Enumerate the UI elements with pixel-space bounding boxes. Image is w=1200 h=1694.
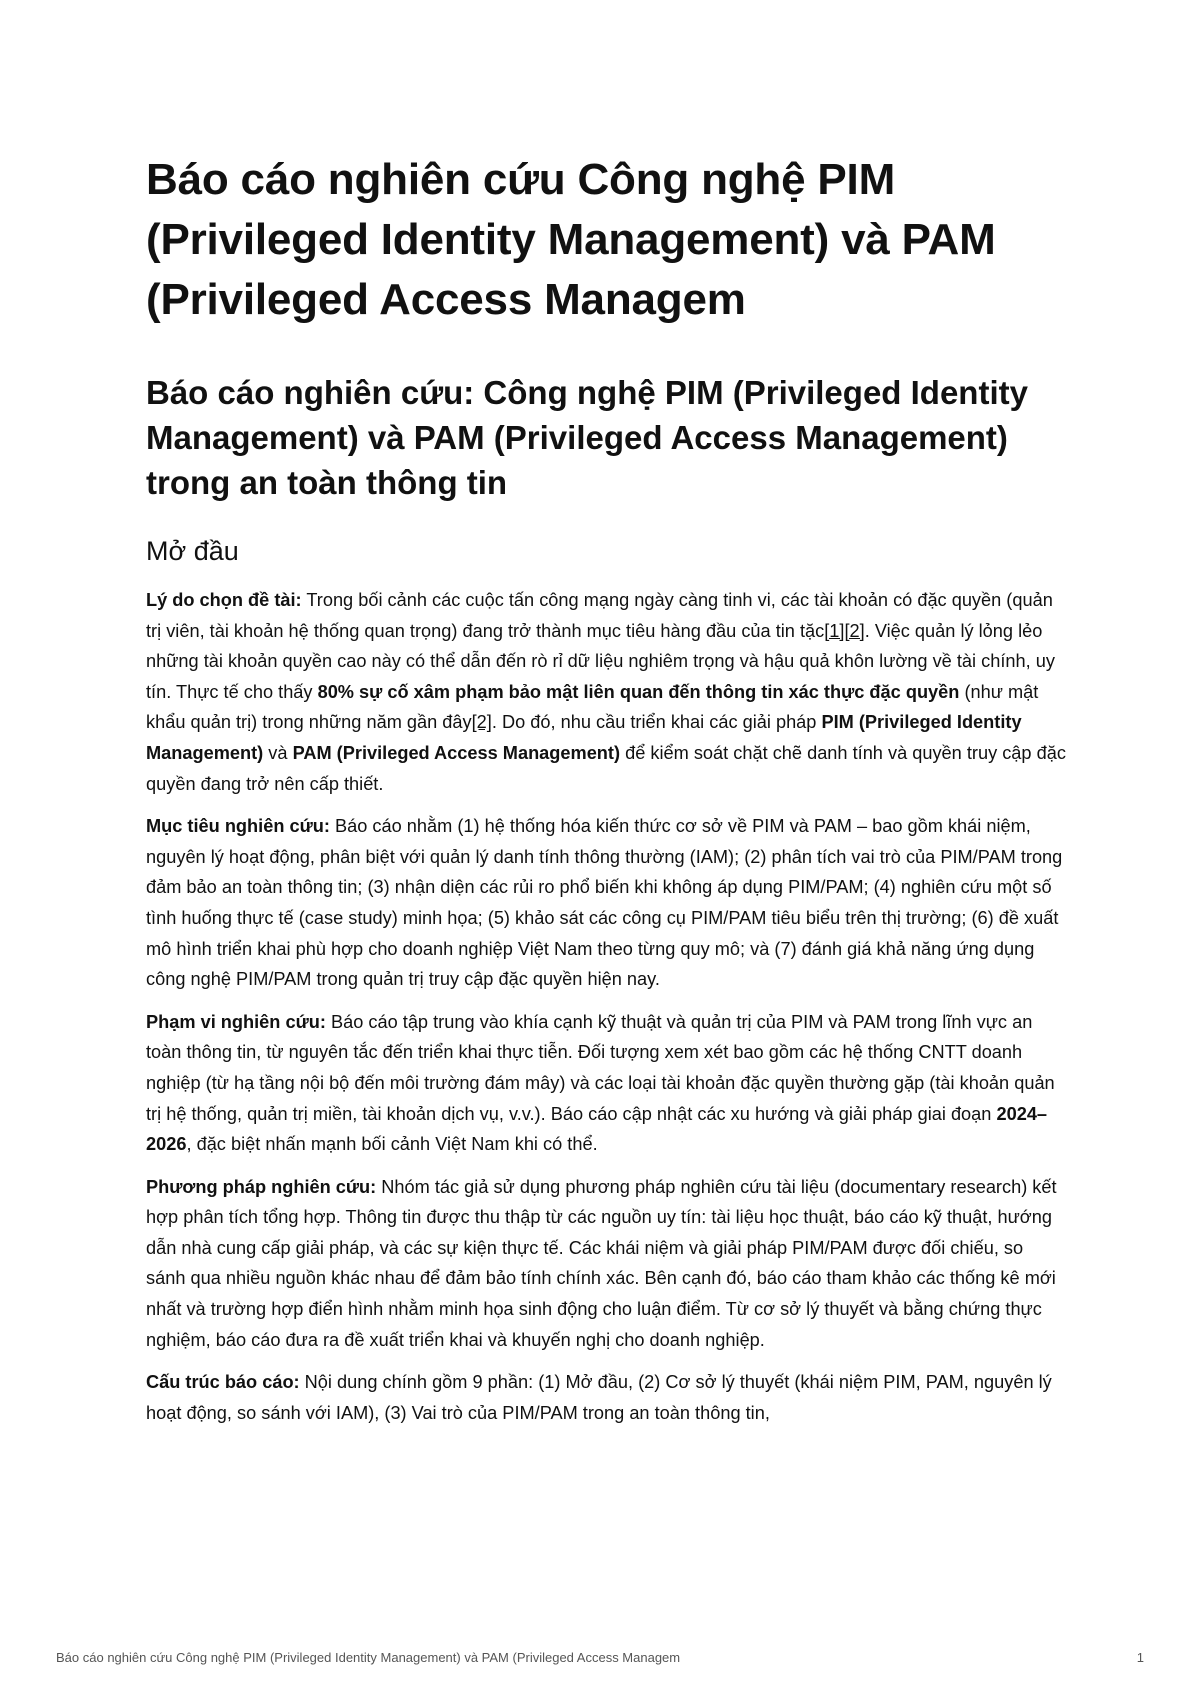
paragraph-label: Lý do chọn đề tài: [146,590,302,610]
paragraph-label: Mục tiêu nghiên cứu: [146,816,330,837]
paragraph-label: Phương pháp nghiên cứu: [146,1176,377,1197]
citation-link[interactable]: [2] [471,712,492,733]
section-heading: Mở đầu [146,536,239,566]
paragraph-label: Phạm vi nghiên cứu: [146,1011,326,1032]
page-number: 1 [1136,1650,1144,1665]
paragraph-methodology: Phương pháp nghiên cứu: Nhóm tác giả sử dụng phương pháp nghiên cứu tài liệu (documentary research) kết hợp phân tích tổng hợp. Thông tin được thu thập từ các nguồn uy tín: tài liệu học thuật, báo cáo kỹ thuật, hướng dẫn nhà cung cấp giải pháp, và các sự kiện thực tế. Các khái niệm và giải pháp PIM/PAM được đối chiếu, so sánh qua nhiều nguồn khác nhau để đảm bảo tính chính xác. Bên cạnh đó, báo cáo tham khảo các thống kê mới nhất và trường hợp điển hình nhằm minh họa sinh động cho luận điểm. Từ cơ sở lý thuyết và bằng chứng thực nghiệm, báo cáo đưa ra đề xuất triển khai và khuyến nghị cho doanh nghiệp. [146,1176,1057,1350]
footer-title: Báo cáo nghiên cứu Công nghệ PIM (Privileged Identity Management) và PAM (Privileged Access Managem [56,1650,681,1665]
paragraph-structure: Cấu trúc báo cáo: Nội dung chính gồm 9 phần: (1) Mở đầu, (2) Cơ sở lý thuyết (khái niệm PIM, PAM, nguyên lý hoạt động, so sánh với IAM), (3) Vai trò của PIM/PAM trong an toàn thông tin, [146,1372,1052,1423]
citation-link[interactable]: [1] [824,620,845,641]
paragraph-objectives: Mục tiêu nghiên cứu: Báo cáo nhằm (1) hệ thống hóa kiến thức cơ sở về PIM và PAM – bao gồm khái niệm, nguyên lý hoạt động, phân biệt với quản lý danh tính thông thường (IAM); (2) phân tích vai trò của PIM/PAM trong đảm bảo an toàn thông tin; (3) nhận diện các rủi ro phổ biến khi không áp dụng PIM/PAM; (4) nghiên cứu một số tình huống thực tế (case study) minh họa; (5) khảo sát các công cụ PIM/PAM tiêu biểu trên thị trường; (6) đề xuất mô hình triển khai phù hợp cho doanh nghiệp Việt Nam theo từng quy mô; và (7) đánh giá khả năng ứng dụng công nghệ PIM/PAM trong quản trị truy cập đặc quyền hiện nay. [146,816,1063,990]
citation-link[interactable]: [2] [844,620,865,641]
paragraph-reason: Lý do chọn đề tài: Trong bối cảnh các cuộc tấn công mạng ngày càng tinh vi, các tài khoản có đặc quyền (quản trị viên, tài khoản hệ thống quan trọng) đang trở thành mục tiêu hàng đầu của tin tặc[1][2]. Việc quản lý lỏng lẻo những tài khoản quyền cao này có thể dẫn đến rò rỉ dữ liệu nghiêm trọng và hậu quả khôn lường về tài chính, uy tín. Thực tế cho thấy 80% sự cố xâm phạm bảo mật liên quan đến thông tin xác thực đặc quyền (như mật khẩu quản trị) trong những năm gần đây[2]. Do đó, nhu cầu triển khai các giải pháp PIM (Privileged Identity Management) và PAM (Privileged Access Management) để kiểm soát chặt chẽ danh tính và quyền truy cập đặc quyền đang trở nên cấp thiết. [146,590,1066,794]
document-page [146,150,1066,1440]
document-title: Báo cáo nghiên cứu Công nghệ PIM (Privileged Identity Management) và PAM (Privileged Access Managem [146,155,996,324]
paragraph-label: Cấu trúc báo cáo: [146,1372,300,1393]
document-subtitle: Báo cáo nghiên cứu: Công nghệ PIM (Privileged Identity Management) và PAM (Privileged Access Management) trong an toàn thông tin [146,374,1028,501]
paragraph-scope: Phạm vi nghiên cứu: Báo cáo tập trung vào khía cạnh kỹ thuật và quản trị của PIM và PAM trong lĩnh vực an toàn thông tin, từ nguyên tắc đến triển khai thực tiễn. Đối tượng xem xét bao gồm các hệ thống CNTT doanh nghiệp (từ hạ tầng nội bộ đến môi trường đám mây) và các loại tài khoản đặc quyền thường gặp (tài khoản quản trị hệ thống, quản trị miền, tài khoản dịch vụ, v.v.). Báo cáo cập nhật các xu hướng và giải pháp giai đoạn 2024–2026, đặc biệt nhấn mạnh bối cảnh Việt Nam khi có thể. [146,1011,1055,1155]
